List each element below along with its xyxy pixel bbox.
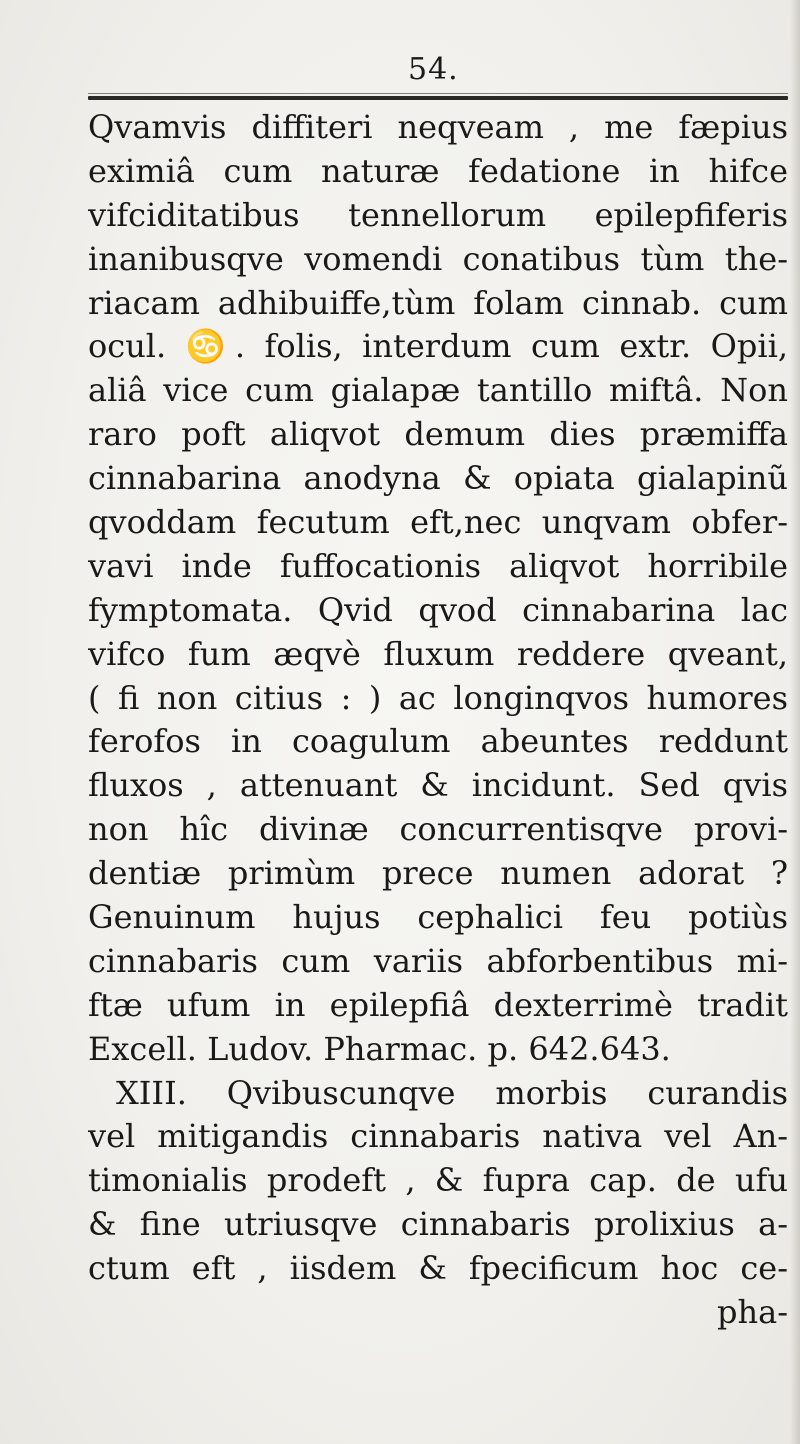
text-line: aliâ vice cum gialapæ tantillo miftâ. Non xyxy=(88,371,788,410)
text-line: inanibusqve vomendi conatibus tùm the- xyxy=(88,239,788,278)
text-line: ftæ ufum in epilepfiâ dexterrimè tradit xyxy=(88,985,788,1024)
text-line: raro poft aliqvot demum dies præmiffa xyxy=(88,415,788,454)
text-line: vifco fum æqvè fluxum reddere qveant, xyxy=(88,634,788,673)
text-line: ocul. ♋. folis, interdum cum extr. Opii, xyxy=(88,327,788,366)
text-line: riacam adhibuiffe,tùm folam cinnab. cum xyxy=(88,283,788,322)
page-number: 54. xyxy=(408,52,459,87)
catchword: pha- xyxy=(717,1293,788,1332)
text-line: timonialis prodeft , & fupra cap. de ufu xyxy=(88,1161,788,1200)
text-line: qvoddam fecutum eft,nec unqvam obfer- xyxy=(88,503,788,542)
text-line: vavi inde fuffocationis aliqvot horribile xyxy=(88,546,788,585)
text-line: ctum eft , iisdem & fpecificum hoc ce- xyxy=(88,1249,788,1288)
text-line: XIII. Qvibuscunqve morbis curandis xyxy=(116,1073,788,1112)
page-edge-shadow xyxy=(790,0,800,1444)
text-line: cinnabaris cum variis abforbentibus mi- xyxy=(88,941,788,980)
text-line: vifciditatibus tennellorum epilepfiferis xyxy=(88,195,788,234)
text-line: Qvamvis diffiteri neqveam , me fæpius xyxy=(88,108,788,146)
header-rule-thin xyxy=(88,93,788,94)
header-rule xyxy=(88,96,788,100)
text-line: Genuinum hujus cephalici feu potiùs xyxy=(88,898,788,937)
text-line: vel mitigandis cinnabaris nativa vel An- xyxy=(88,1117,788,1156)
text-line: dentiæ primùm prece numen adorat ? xyxy=(88,854,788,893)
text-line: non hîc divinæ concurrentisqve provi- xyxy=(88,810,788,849)
text-line: eximiâ cum naturæ fedatione in hifce xyxy=(88,151,788,190)
text-line: fymptomata. Qvid qvod cinnabarina lac xyxy=(88,590,788,629)
text-line: & fine utriusqve cinnabaris prolixius a- xyxy=(88,1205,788,1244)
text-line: fluxos , attenuant & incidunt. Sed qvis xyxy=(88,766,788,805)
text-line: ( fi non citius : ) ac longinqvos humores xyxy=(88,678,788,717)
text-line: ferofos in coagulum abeuntes reddunt xyxy=(88,722,788,761)
text-line: cinnabarina anodyna & opiata gialapinũ xyxy=(88,459,788,498)
body-text xyxy=(88,106,788,1335)
text-line: Excell. Ludov. Pharmac. p. 642.643. xyxy=(88,1029,671,1068)
